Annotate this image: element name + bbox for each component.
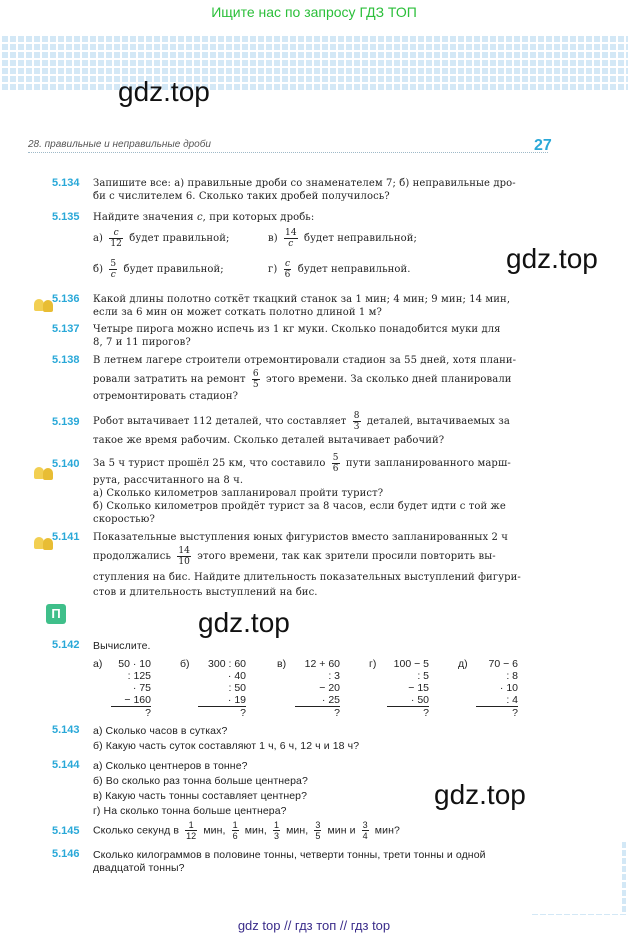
item-label: г) [268, 264, 278, 275]
text: За 5 ч турист прошёл 25 км, что составило [93, 458, 326, 469]
calc-row: 300 : 60 [208, 658, 246, 670]
item-label: а) [93, 233, 104, 244]
fraction [332, 453, 340, 474]
calc-row: · 19 [198, 694, 246, 707]
problem-number: 5.137 [52, 323, 80, 335]
problem-text: Сколько килограммов в половине тонны, четверти тонны, трети тонны и одной [93, 849, 486, 861]
problem-number: 5.143 [52, 724, 80, 736]
item-label: б) [93, 264, 104, 275]
calc-row: : 4 [476, 694, 518, 707]
calc-row: : 8 [506, 670, 518, 682]
calc-row: · 25 [295, 694, 340, 707]
problem-text: Вычислите. [93, 640, 151, 652]
fraction [273, 820, 280, 841]
problem-text: б) Во сколько раз тонна больше центнера? [93, 775, 308, 787]
header-divider [28, 152, 548, 153]
text: мин и [327, 824, 356, 837]
top-banner[interactable]: Ищите нас по запросу ГДЗ ТОП [211, 4, 417, 20]
problem-text: Какой длины полотно соткёт ткацкий станок за 1 мин; 4 мин; 9 мин; 14 мин, [93, 294, 511, 305]
calc-label: а) [93, 658, 103, 670]
text: , при которых дробь: [202, 212, 315, 223]
text: этого времени, так как зрители просили повторить вы- [197, 551, 496, 562]
problem-number: 5.139 [52, 416, 80, 428]
problem-text: ступления на бис. Найдите длительность показательных выступлений фигури- [93, 572, 521, 583]
sub-item [268, 259, 411, 280]
denominator: 10 [178, 557, 190, 567]
calc-row: : 125 [127, 670, 151, 682]
page-number: 27 [534, 137, 552, 154]
denominator: 4 [362, 831, 368, 841]
problem-number: 5.135 [52, 211, 80, 223]
denominator: 6 [232, 831, 238, 841]
numerator: 8 [353, 411, 360, 421]
calc-row: · 75 [132, 682, 151, 694]
problem-text: а) Сколько центнеров в тонне? [93, 760, 248, 772]
fraction [284, 228, 298, 249]
watermark: gdz.top [506, 243, 598, 274]
calc-label: в) [277, 658, 287, 670]
text: мин, [244, 824, 267, 837]
problem-text: Показательные выступления юных фигуристов вместо запланированных 2 ч [93, 532, 508, 543]
calc-row: · 10 [499, 682, 518, 694]
calc-row: 70 − 6 [488, 658, 518, 670]
fraction [109, 228, 123, 249]
numerator: 5 [332, 453, 339, 463]
denominator: 6 [332, 464, 339, 474]
numerator: 14 [285, 228, 297, 238]
problem-text: если за 6 мин он может соткать полотно длиной 1 м? [93, 307, 382, 318]
problem-text: скоростью? [93, 514, 155, 525]
text: мин? [374, 824, 400, 837]
practice-section-icon: П [46, 604, 66, 624]
section-title: 28. правильные и неправильные дроби [28, 139, 211, 150]
calc-row: · 40 [227, 670, 246, 682]
calc-row: : 5 [417, 670, 429, 682]
calc-row: 50 · 10 [118, 658, 151, 670]
numerator: 5 [110, 259, 117, 269]
text: деталей, вытачиваемых за [366, 416, 510, 427]
problem-text: 8, 7 и 11 пирогов? [93, 337, 191, 348]
text: продолжались [93, 551, 172, 562]
calc-row: − 20 [319, 682, 340, 694]
problem-text: в) Какую часть тонны составляет центнер? [93, 790, 308, 802]
calc-row: − 15 [408, 682, 429, 694]
calc-result: ? [423, 707, 429, 719]
denominator: c [110, 270, 116, 280]
fraction [314, 820, 321, 841]
problem-text: би с числителем 6. Сколько таких дробей получилось? [93, 191, 390, 202]
text: ровали затратить на ремонт [93, 374, 246, 385]
problem-text [93, 212, 314, 223]
item-label: в) [268, 233, 278, 244]
text: будет правильной; [123, 264, 224, 275]
sub-item [268, 228, 417, 249]
sub-item [93, 259, 224, 280]
problem-text [93, 453, 511, 474]
problem-number: 5.138 [52, 354, 80, 366]
numerator: 3 [315, 820, 321, 830]
numerator: 14 [178, 546, 190, 556]
text: Робот вытачивает 112 деталей, что составляет [93, 416, 347, 427]
watermark: gdz.top [198, 607, 290, 638]
watermark: gdz.top [118, 76, 210, 107]
calc-result: ? [334, 707, 340, 719]
problem-number: 5.146 [52, 848, 80, 860]
variable: c [196, 212, 203, 223]
fraction [232, 820, 239, 841]
denominator: 5 [252, 380, 259, 390]
text: будет неправильной. [297, 264, 411, 275]
fraction [284, 259, 292, 280]
denominator: 12 [186, 831, 197, 841]
problem-text [93, 546, 496, 567]
text: этого времени. За сколько дней планировали [266, 374, 512, 385]
problem-text: Четыре пирога можно испечь из 1 кг муки. Сколько понадобится муки для [93, 324, 501, 335]
grid-decoration-top [0, 34, 628, 90]
problem-text [93, 369, 512, 390]
text: пути запланированного марш- [345, 458, 511, 469]
numerator: 6 [252, 369, 259, 379]
fraction [252, 369, 260, 390]
problem-number: 5.142 [52, 639, 80, 651]
calc-result: ? [512, 707, 518, 719]
numerator: c [284, 259, 291, 269]
denominator: 3 [273, 831, 280, 841]
text: мин, [203, 824, 226, 837]
problem-number: 5.144 [52, 759, 80, 771]
problem-text: такое же время рабочим. Сколько деталей вытачивает рабочий? [93, 435, 445, 446]
problem-text: В летнем лагере строители отремонтировали стадион за 55 дней, хотя плани- [93, 355, 517, 366]
denominator: 5 [315, 831, 321, 841]
problem-number: 5.140 [52, 458, 80, 470]
denominator: c [288, 239, 294, 249]
problem-text: а) Сколько километров запланировал пройти турист? [93, 488, 384, 499]
numerator: 1 [232, 820, 238, 830]
calc-row: − 160 [111, 694, 151, 707]
watermark: gdz.top [434, 779, 526, 810]
denominator: 12 [110, 239, 123, 249]
calc-row: : 50 [228, 682, 246, 694]
problem-text: б) Сколько километров пройдёт турист за 8 часов, если будет идти с той же [93, 501, 506, 512]
problem-text [93, 411, 510, 432]
text: будет неправильной; [303, 233, 417, 244]
problem-number: 5.145 [52, 825, 80, 837]
text: будет правильной; [129, 233, 230, 244]
calc-row: 12 + 60 [304, 658, 340, 670]
calc-label: д) [458, 658, 468, 670]
denominator: 3 [353, 422, 360, 432]
fraction [177, 546, 191, 567]
numerator: 1 [273, 820, 280, 830]
calc-row: · 50 [387, 694, 429, 707]
footer-links[interactable]: gdz top // гдз топ // гдз top [237, 918, 391, 933]
problem-text [93, 820, 400, 841]
problem-text: г) На сколько тонна больше центнера? [93, 805, 287, 817]
fraction [362, 820, 369, 841]
calc-row: : 3 [328, 670, 340, 682]
fraction [109, 259, 117, 280]
problem-text: рута, рассчитанного на 8 ч. [93, 475, 244, 486]
numerator: c [113, 228, 119, 238]
problem-number: 5.134 [52, 177, 80, 189]
text: Сколько секунд в [93, 824, 180, 837]
problem-text: Запишите все: а) правильные дроби со знаменателем 7; б) неправильные дро- [93, 178, 516, 189]
problem-text: двадцатой тонны? [93, 862, 185, 874]
text: мин, [286, 824, 309, 837]
calc-result: ? [145, 707, 151, 719]
calc-result: ? [240, 707, 246, 719]
calc-row: 100 − 5 [393, 658, 429, 670]
problem-text: отремонтировать стадион? [93, 391, 239, 402]
numerator: 1 [185, 820, 197, 831]
fraction [185, 820, 197, 841]
problem-text: а) Сколько часов в сутках? [93, 725, 228, 737]
fraction [353, 411, 361, 432]
denominator: 6 [284, 270, 291, 280]
problem-text: б) Какую часть суток составляют 1 ч, 6 ч, 12 ч и 18 ч? [93, 740, 360, 752]
section-header [28, 139, 568, 155]
calc-label: б) [180, 658, 190, 670]
problem-text: стов и длительность выступлений на бис. [93, 587, 318, 598]
numerator: 3 [362, 820, 368, 830]
problem-number: 5.136 [52, 293, 80, 305]
sub-item [93, 228, 230, 249]
calc-label: г) [369, 658, 377, 670]
problem-number: 5.141 [52, 531, 80, 543]
text: Найдите значения [93, 212, 194, 223]
